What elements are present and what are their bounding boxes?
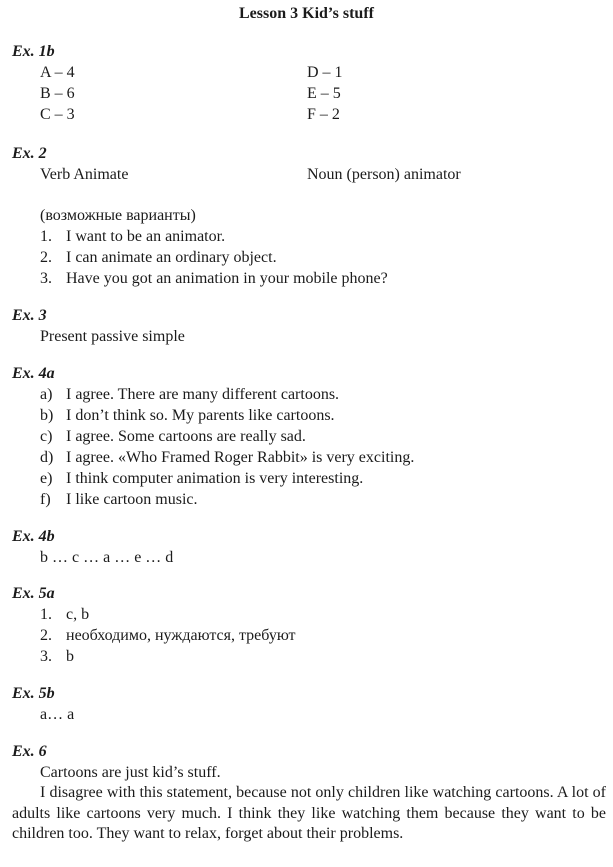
list-item <box>40 490 198 510</box>
ex-1b-answer-a: A – 4 <box>40 64 75 81</box>
list-item-text: I agree. Some cartoons are really sad. <box>66 428 306 445</box>
ex-4b-label: Ex. 4b <box>12 528 55 545</box>
ex-2-note: (возможные варианты) <box>40 207 196 224</box>
ex-3-label: Ex. 3 <box>12 307 47 324</box>
ex-1b-answer-b: B – 6 <box>40 85 75 102</box>
ex-5b-answer: a… a <box>40 706 75 723</box>
list-item-text: b <box>66 648 74 665</box>
list-item-number: 1. <box>40 606 52 623</box>
list-item <box>40 605 89 625</box>
list-item-text: I think computer animation is very interesting. <box>66 470 364 487</box>
list-item-text: необходимо, нуждаются, требуют <box>66 627 296 644</box>
ex-2-verb: Verb Animate <box>40 166 129 183</box>
ex-6-paragraph: I disagree with this statement, because not only children like watching cartoons. A lot of adults like cartoons very much. I think they like watching them because they want to be children too. They want to relax, forget about their problems. <box>12 784 606 842</box>
ex-6-line: Cartoons are just kid’s stuff. <box>40 764 221 781</box>
list-item-letter: a) <box>40 386 53 403</box>
ex-1b-answer-e: E – 5 <box>307 85 341 102</box>
list-item-text: I like cartoon music. <box>66 491 198 508</box>
list-item-number: 2. <box>40 627 52 644</box>
list-item <box>40 448 414 468</box>
list-item-letter: c) <box>40 428 53 445</box>
ex-3-answer: Present passive simple <box>40 328 185 345</box>
list-item-text: I can animate an ordinary object. <box>66 249 277 266</box>
list-item-number: 2. <box>40 249 52 266</box>
ex-4a-label: Ex. 4a <box>12 365 55 382</box>
ex-2-label: Ex. 2 <box>12 145 47 162</box>
ex-4b-answer: b … c … a … e … d <box>40 549 174 566</box>
list-item <box>40 248 277 268</box>
list-item-letter: e) <box>40 470 53 487</box>
list-item <box>40 385 339 405</box>
ex-1b-answer-f: F – 2 <box>307 106 340 123</box>
list-item-text: I don’t think so. My parents like cartoons. <box>66 407 335 424</box>
page-title: Lesson 3 Kid’s stuff <box>239 5 374 22</box>
list-item-text: c, b <box>66 606 90 623</box>
list-item <box>40 626 296 646</box>
list-item-text: Have you got an animation in your mobile phone? <box>66 270 388 287</box>
list-item-text: I agree. There are many different cartoons. <box>66 386 340 403</box>
list-item-letter: f) <box>40 491 51 508</box>
list-item <box>40 406 335 426</box>
ex-1b-label: Ex. 1b <box>12 43 55 60</box>
list-item-text: I agree. «Who Framed Roger Rabbit» is very exciting. <box>66 449 415 466</box>
ex-2-noun: Noun (person) animator <box>307 166 461 183</box>
ex-1b-answer-c: C – 3 <box>40 106 75 123</box>
ex-5a-label: Ex. 5a <box>12 585 55 602</box>
ex-1b-answer-d: D – 1 <box>307 64 343 81</box>
list-item <box>40 427 306 447</box>
list-item <box>40 227 225 247</box>
list-item-number: 1. <box>40 228 52 245</box>
list-item <box>40 269 388 289</box>
list-item-letter: d) <box>40 449 54 466</box>
list-item-text: I want to be an animator. <box>66 228 226 245</box>
list-item-number: 3. <box>40 648 52 665</box>
ex-5b-label: Ex. 5b <box>12 685 55 702</box>
ex-6-label: Ex. 6 <box>12 743 47 760</box>
list-item <box>40 647 74 667</box>
list-item-letter: b) <box>40 407 54 424</box>
list-item-number: 3. <box>40 270 52 287</box>
list-item <box>40 469 363 489</box>
